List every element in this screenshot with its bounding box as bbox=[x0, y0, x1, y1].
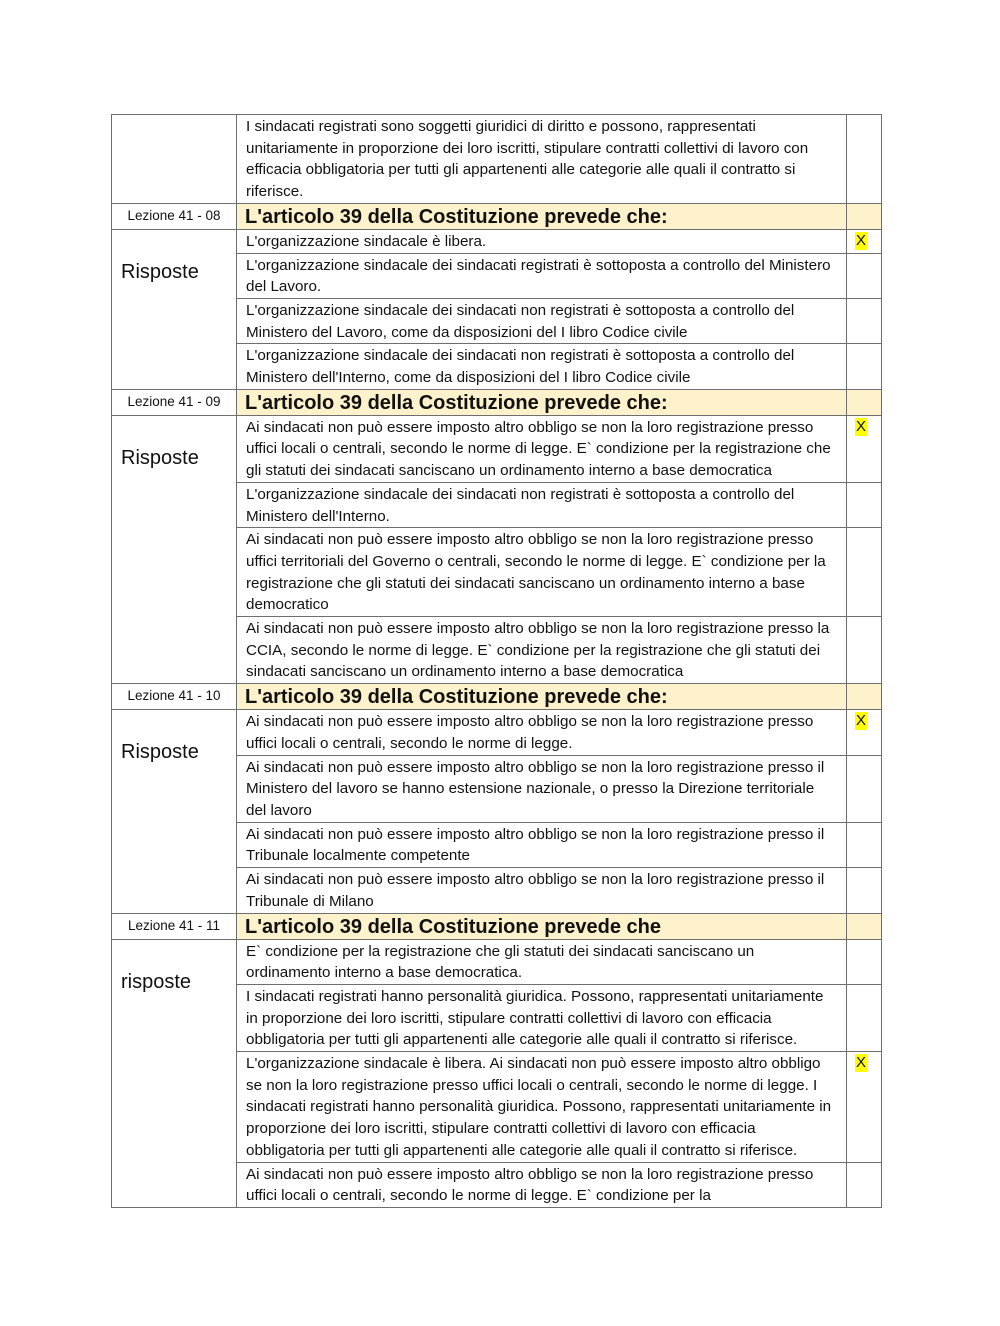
lesson-id: Lezione 41 - 11 bbox=[112, 913, 237, 939]
answer-text: L'organizzazione sindacale è libera. bbox=[237, 229, 847, 253]
answer-row bbox=[112, 415, 882, 482]
answer-row bbox=[112, 710, 882, 755]
question-row bbox=[112, 913, 882, 939]
answer-row bbox=[112, 939, 882, 984]
question-text: L'articolo 39 della Costituzione prevede che: bbox=[237, 203, 847, 229]
answer-text: Ai sindacati non può essere imposto altro obbligo se non la loro registrazione presso il Tribunale di Milano bbox=[237, 868, 847, 913]
mark-cell bbox=[847, 528, 882, 617]
answer-text: Ai sindacati non può essere imposto altro obbligo se non la loro registrazione presso uffici territoriali del Governo o centrali, secondo le norme di legge. E` condizione per la registrazione che gli statuti dei sindacati sanciscano un ordinamento interno a base democratico bbox=[237, 528, 847, 617]
mark-cell bbox=[847, 229, 882, 253]
question-mark-cell bbox=[847, 203, 882, 229]
correct-mark: X bbox=[856, 231, 867, 249]
mark-cell bbox=[847, 755, 882, 822]
answer-row bbox=[112, 229, 882, 253]
mark-cell bbox=[847, 868, 882, 913]
mark-cell bbox=[847, 253, 882, 298]
risposte-label: risposte bbox=[112, 939, 237, 1207]
answer-text: Ai sindacati non può essere imposto altro obbligo se non la loro registrazione presso il Ministero del lavoro se hanno estensione nazionale, o presso la Direzione territoriale del lavoro bbox=[237, 755, 847, 822]
mark-cell bbox=[847, 1052, 882, 1163]
question-mark-cell bbox=[847, 389, 882, 415]
answer-text: I sindacati registrati sono soggetti giuridici di diritto e possono, rappresentati unitariamente in proporzione dei loro iscritti, stipulare contratti collettivi di lavoro con efficacia obbligatoria per tutti gli appartenenti alle categorie alle quali il contratto si riferisce. bbox=[237, 115, 847, 204]
risposte-label: Risposte bbox=[112, 415, 237, 683]
question-row bbox=[112, 389, 882, 415]
question-row bbox=[112, 684, 882, 710]
answer-text: Ai sindacati non può essere imposto altro obbligo se non la loro registrazione presso il Tribunale localmente competente bbox=[237, 822, 847, 867]
mark-cell bbox=[847, 984, 882, 1051]
answer-text: Ai sindacati non può essere imposto altro obbligo se non la loro registrazione presso la CCIA, secondo le norme di legge. E` condizione per la registrazione che gli statuti dei sindacati sanciscano un ordinamento interno a base democratica bbox=[237, 617, 847, 684]
mark-cell bbox=[847, 344, 882, 389]
mark-cell bbox=[847, 115, 882, 204]
answer-text: Ai sindacati non può essere imposto altro obbligo se non la loro registrazione presso uffici locali o centrali, secondo le norme di legge. E` condizione per la bbox=[237, 1162, 847, 1207]
mark-cell bbox=[847, 298, 882, 343]
mark-cell bbox=[847, 617, 882, 684]
question-text: L'articolo 39 della Costituzione prevede che: bbox=[237, 389, 847, 415]
quiz-document bbox=[111, 114, 881, 1208]
mark-cell bbox=[847, 822, 882, 867]
correct-mark: X bbox=[856, 417, 867, 435]
mark-cell bbox=[847, 415, 882, 482]
answer-text: Ai sindacati non può essere imposto altro obbligo se non la loro registrazione presso uffici locali o centrali, secondo le norme di legge. bbox=[237, 710, 847, 755]
answer-text: L'organizzazione sindacale dei sindacati non registrati è sottoposta a controllo del Ministero dell'Interno. bbox=[237, 482, 847, 527]
answer-text: L'organizzazione sindacale dei sindacati registrati è sottoposta a controllo del Ministero del Lavoro. bbox=[237, 253, 847, 298]
answer-text: L'organizzazione sindacale è libera. Ai sindacati non può essere imposto altro obbligo se non la loro registrazione presso uffici locali o centrali, secondo le norme di legge. I sindacati registrati hanno personalità giuridica. Possono, rappresentati unitariamente in proporzione dei loro iscritti, stipulare contratti collettivi di lavoro con efficacia obbligatoria per tutti gli appartenenti alle categorie alle quali il contratto si riferisce. bbox=[237, 1052, 847, 1163]
mark-cell bbox=[847, 710, 882, 755]
mark-cell bbox=[847, 939, 882, 984]
empty-label-cell bbox=[112, 115, 237, 204]
continuation-row bbox=[112, 115, 882, 204]
lesson-id: Lezione 41 - 08 bbox=[112, 203, 237, 229]
question-text: L'articolo 39 della Costituzione prevede che: bbox=[237, 684, 847, 710]
lesson-id: Lezione 41 - 10 bbox=[112, 684, 237, 710]
risposte-label: Risposte bbox=[112, 229, 237, 389]
question-mark-cell bbox=[847, 684, 882, 710]
answer-text: I sindacati registrati hanno personalità giuridica. Possono, rappresentati unitariamente in proporzione dei loro iscritti, stipulare contratti collettivi di lavoro con efficacia obbligatoria per tutti gli appartenenti alle categorie alle quali il contratto si riferisce. bbox=[237, 984, 847, 1051]
correct-mark: X bbox=[856, 712, 867, 730]
question-mark-cell bbox=[847, 913, 882, 939]
answer-text: Ai sindacati non può essere imposto altro obbligo se non la loro registrazione presso uffici locali o centrali, secondo le norme di legge. E` condizione per la registrazione che gli statuti dei sindacati sanciscano un ordinamento interno a base democratica bbox=[237, 415, 847, 482]
question-row bbox=[112, 203, 882, 229]
answer-text: L'organizzazione sindacale dei sindacati non registrati è sottoposta a controllo del Ministero dell'Interno, come da disposizioni del I libro Codice civile bbox=[237, 344, 847, 389]
answer-text: E` condizione per la registrazione che gli statuti dei sindacati sanciscano un ordinamento interno a base democratica. bbox=[237, 939, 847, 984]
risposte-label: Risposte bbox=[112, 710, 237, 913]
mark-cell bbox=[847, 1162, 882, 1207]
quiz-table bbox=[111, 114, 882, 1208]
mark-cell bbox=[847, 482, 882, 527]
answer-text: L'organizzazione sindacale dei sindacati non registrati è sottoposta a controllo del Ministero del Lavoro, come da disposizioni del I libro Codice civile bbox=[237, 298, 847, 343]
correct-mark: X bbox=[856, 1054, 867, 1072]
question-text: L'articolo 39 della Costituzione prevede che bbox=[237, 913, 847, 939]
lesson-id: Lezione 41 - 09 bbox=[112, 389, 237, 415]
